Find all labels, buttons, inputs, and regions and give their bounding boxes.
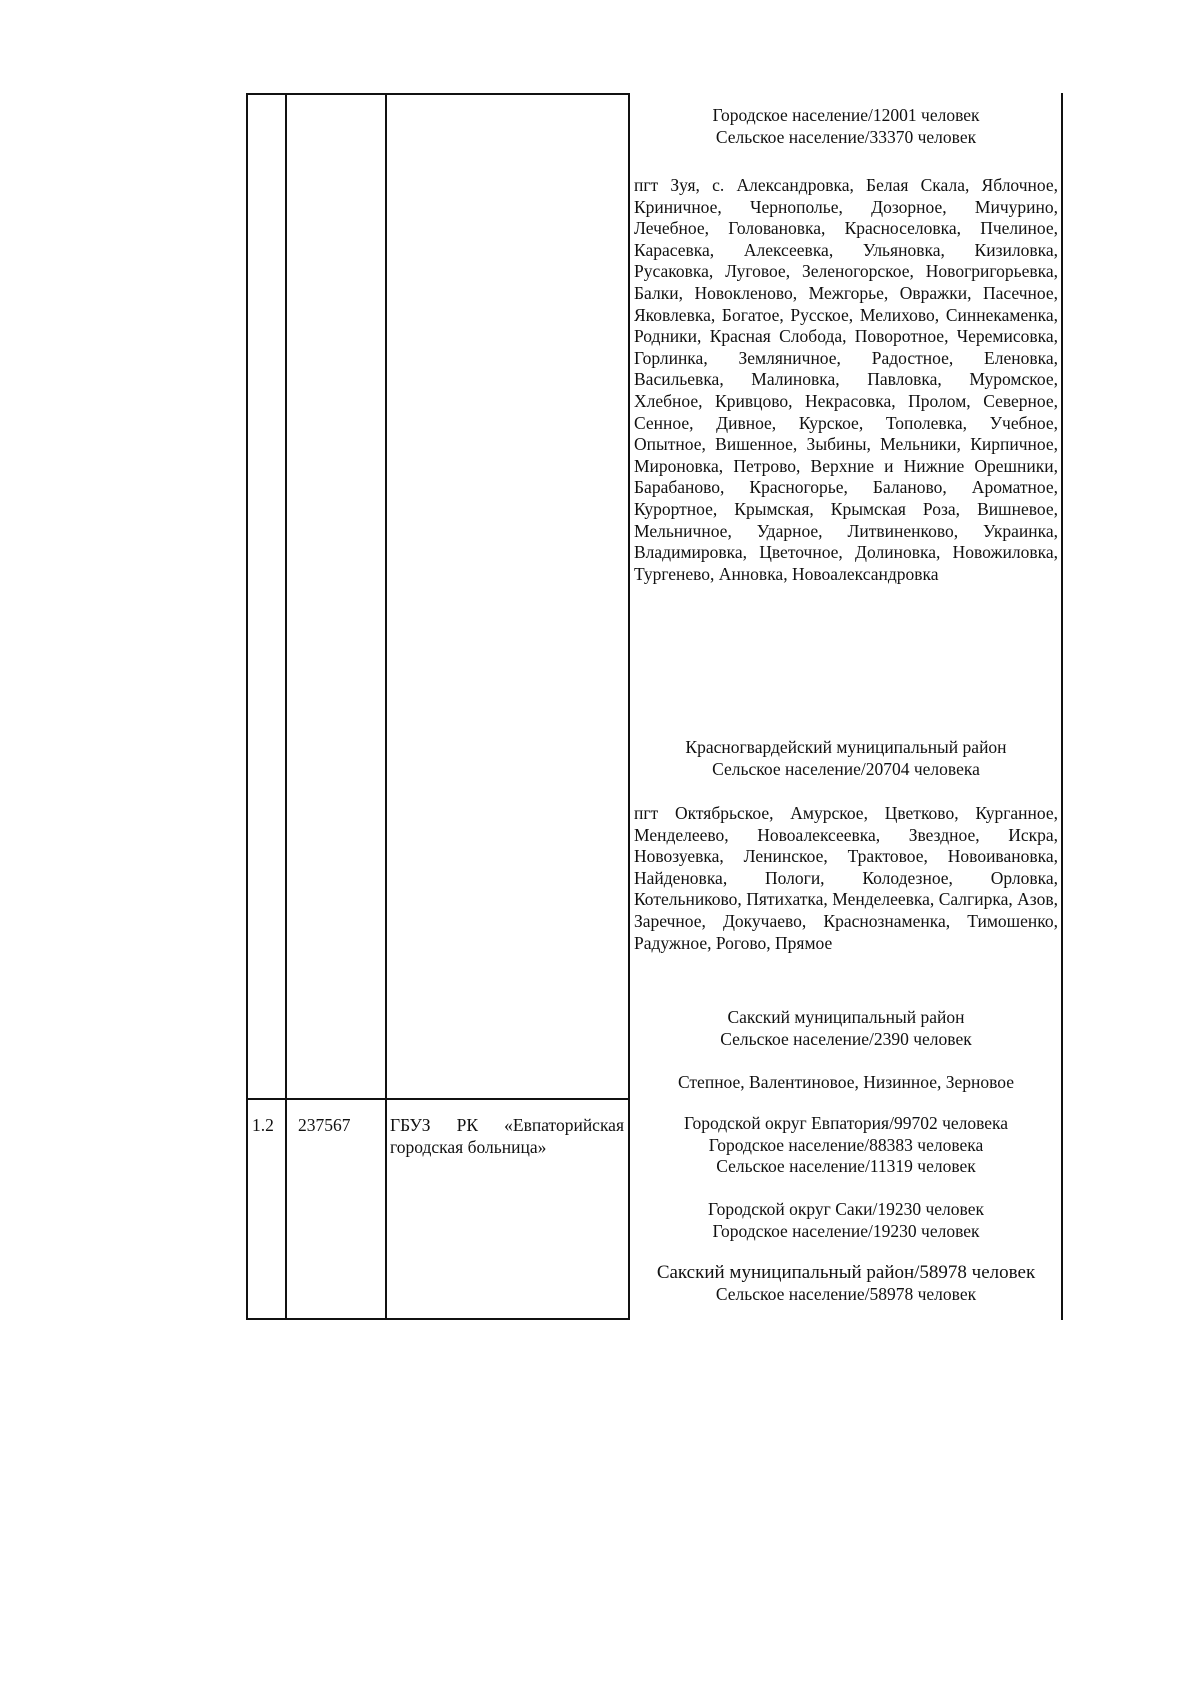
population-heading-2	[634, 737, 1058, 780]
district-name: Сакский муниципальный район/58978 человек	[656, 1262, 1036, 1283]
population-block-3	[634, 1007, 1058, 1050]
population-block-2	[634, 737, 1058, 780]
table-bottom-border	[246, 1318, 630, 1320]
row-number: 1.2	[252, 1115, 274, 1135]
saki-district-group	[634, 1262, 1058, 1305]
column-divider-2	[385, 93, 387, 1320]
row2-group-1	[634, 1113, 1058, 1178]
table-right-border	[1061, 93, 1063, 1320]
settlement-list-3	[634, 1072, 1058, 1094]
column-divider-3	[628, 93, 630, 1320]
row-divider	[246, 1098, 630, 1100]
population-heading-3	[634, 1007, 1058, 1050]
population-heading-1	[634, 105, 1058, 148]
urban-population: Городское население/19230 человек	[712, 1220, 980, 1241]
rural-population: Сельское население/11319 человек	[716, 1156, 976, 1177]
saki-group	[634, 1199, 1058, 1242]
settlement-list-2	[634, 803, 1058, 954]
settlement-list-text: Степное, Валентиновое, Низинное, Зерновое	[677, 1072, 1015, 1092]
column-divider-1	[285, 93, 287, 1320]
evpatoria-group	[634, 1113, 1058, 1178]
table-top-border	[246, 93, 630, 95]
district-name: Красногвардейский муниципальный район	[685, 737, 1007, 757]
row-code: 237567	[298, 1115, 351, 1135]
table-left-border	[246, 93, 248, 1320]
rural-population: Сельское население/20704 человека	[712, 758, 980, 779]
settlement-list-text: пгт Октябрьское, Амурское, Цветково, Курганное, Менделеево, Новоалексеевка, Звездное, Искра, Новозуевка, Ленинское, Трактовое, Новоивановка, Найденовка, Пологи, Колодезное, Орловка, Котельниково, Пятихатка, Менделеевка, Салгирка, Азов, Заречное, Докучаево, Краснознаменка, Тимошенко, Радужное, Рогово, Прямое	[634, 803, 1058, 953]
settlement-list-text: пгт Зуя, с. Александровка, Белая Скала, Яблочное, Криничное, Чернополье, Дозорное, Мичурино, Лечебное, Голованoвка, Красноселовка, Пчелиное, Карасевка, Алексеевка, Ульяновка, Кизиловка, Русаковка, Луговое, Зеленогорское, Новогригорьевка, Балки, Новокленово, Межгорье, Овражки, Пасечное, Яковлевка, Богатое, Русское, Мелихово, Синнекаменка, Родники, Красная Слобода, Поворотное, Черемисовка, Горлинка, Земляничное, Радостное, Еленовка, Васильевка, Малиновка, Павловка, Муромское, Хлебное, Кривцово, Некрасовка, Пролом, Северное, Сенное, Дивное, Курское, Тополевка, Учебное, Опытное, Вишенное, Зыбины, Мельники, Кирпичное, Мироновка, Петрово, Верхние и Нижние Орешники, Барабаново, Красногорье, Баланово, Ароматное, Курортное, Крымская, Крымская Роза, Вишневое, Мельничное, Ударное, Литвиненково, Украинка, Владимировка, Цветочное, Долиновка, Новожиловка, Тургенево, Анновка, Новоалександровка	[634, 175, 1058, 584]
city-district: Городской округ Саки/19230 человек	[708, 1199, 984, 1219]
row2-group-2	[634, 1199, 1058, 1242]
rural-population: Сельское население/58978 человек	[715, 1283, 977, 1304]
settlement-list-1	[634, 175, 1058, 585]
urban-population: Городское население/88383 человека	[708, 1134, 984, 1155]
rural-population: Сельское население/33370 человек	[715, 126, 977, 147]
row2-group-3	[634, 1262, 1058, 1305]
population-block-1	[634, 105, 1058, 148]
urban-population: Городское население/12001 человек	[712, 105, 980, 125]
organization-name: ГБУЗ РК «Евпаторийская городская больница»	[390, 1115, 624, 1157]
district-name: Сакский муниципальный район	[727, 1007, 965, 1027]
rural-population: Сельское население/2390 человек	[720, 1028, 972, 1049]
city-district: Городской округ Евпатория/99702 человека	[683, 1113, 1009, 1133]
